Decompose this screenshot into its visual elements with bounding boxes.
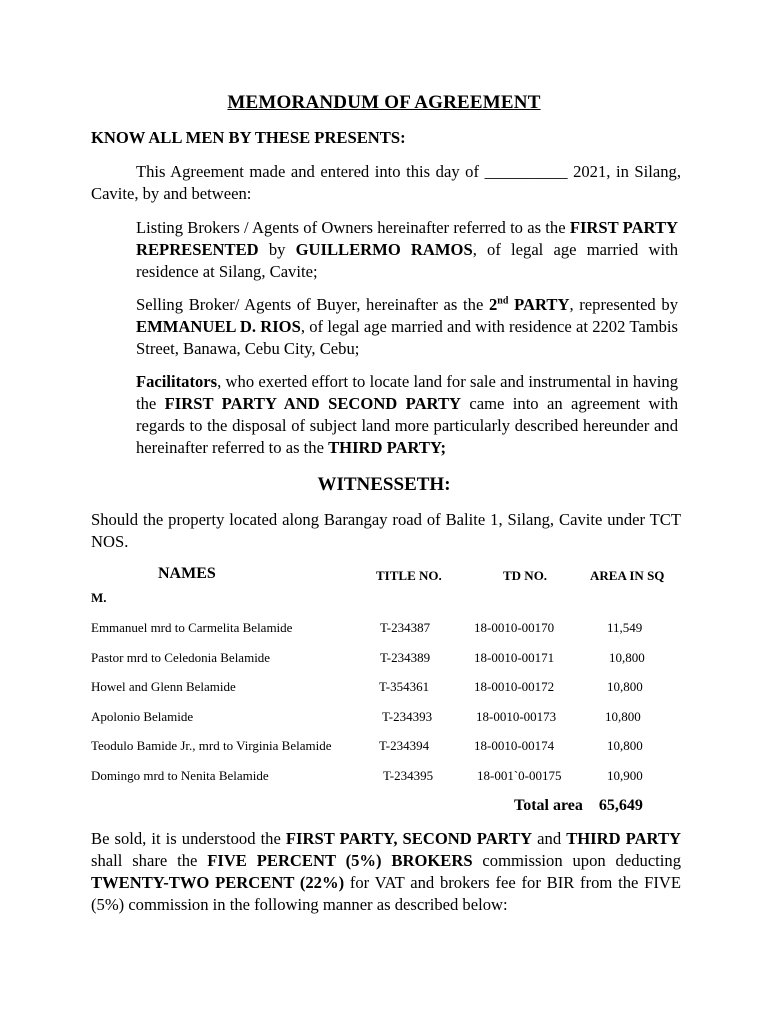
owner-name: Domingo mrd to Nenita Belamide [91,768,269,783]
td-number: 18-0010-00171 [474,650,555,665]
property-paragraph: Should the property located along Barangay road of Balite 1, Silang, Cavite under TCT NOS. [91,510,681,551]
commission-rate: FIVE PERCENT (5%) BROKERS [207,851,473,870]
area-value: 10,800 [609,650,645,665]
commission-text-1: Be sold, it is understood the [91,829,286,848]
commission-text-4: commission upon deducting [472,851,681,870]
area-value: 10,800 [607,679,643,694]
date-blank: __________ [484,162,568,181]
title-number: T-234389 [380,650,431,665]
second-party-text-3: , of legal age married and with residence at 2202 Tambis Street, Banawa, Cebu City, Cebu; [136,317,678,358]
document-title: MEMORANDUM OF AGREEMENT [227,92,541,113]
table-header-area: AREA IN SQ [590,568,665,583]
table-header-names: NAMES [158,565,216,582]
intro-text-2: 2021, in Silang, Cavite, by and between: [91,162,681,203]
table-row [0,709,768,727]
owner-name: Apolonio Belamide [91,709,194,724]
facilitators-bold-parties: FIRST PARTY AND SECOND PARTY [164,394,462,413]
intro-text-1: This Agreement made and entered into this day of [136,162,485,181]
first-party-text-1: Listing Brokers / Agents of Owners hereinafter referred to as the [136,218,570,237]
commission-parties-1: FIRST PARTY, SECOND PARTY [285,829,533,848]
total-area [514,797,643,815]
commission-text-2: and [532,829,567,848]
owner-name: Emmanuel mrd to Carmelita Belamide [91,620,293,635]
know-all-heading: KNOW ALL MEN BY THESE PRESENTS: [91,128,406,147]
vat-rate: TWENTY-TWO PERCENT (22%) [91,873,345,892]
second-party-bold: PARTY [508,295,570,314]
first-party-representative: GUILLERMO RAMOS [295,240,473,259]
second-party-ordinal-suffix: nd [497,295,509,307]
intro-paragraph [91,161,681,205]
td-number: 18-0010-00173 [476,709,557,724]
first-party-text-3: , of legal age married with residence at Silang, Cavite; [136,240,678,281]
first-party-bold-1: FIRST PARTY REPRESENTED [136,218,678,259]
commission-text-5: for VAT and brokers fee for BIR from the FIVE (5%) commission in the following manner as described below: [91,873,681,914]
second-party-text-2: , represented by [569,295,678,314]
td-number: 18-0010-00174 [474,738,555,753]
title-number: T-234393 [382,709,433,724]
owner-name: Teodulo Bamide Jr., mrd to Virginia Belamide [91,738,332,753]
total-area-label: Total area [514,797,583,814]
owner-name: Howel and Glenn Belamide [91,679,236,694]
third-party-label: THIRD PARTY; [328,438,446,457]
total-area-value: 65,649 [598,797,643,814]
witnesseth-heading: WITNESSETH: [317,474,451,495]
table-header-title-no: TITLE NO. [376,568,442,583]
commission-text-3: shall share the [91,851,208,870]
table-row [0,620,768,638]
area-value: 10,800 [605,709,641,724]
commission-paragraph [91,828,681,916]
facilitators-paragraph [136,371,678,459]
owner-name: Pastor mrd to Celedonia Belamide [91,650,271,665]
table-row [0,650,768,668]
first-party-paragraph [136,217,678,283]
commission-parties-2: THIRD PARTY [566,829,682,848]
table-row [0,679,768,697]
table-header-area-continued: M. [91,590,107,605]
title-number: T-234395 [383,768,434,783]
td-number: 18-001`0-00175 [477,768,562,783]
area-value: 11,549 [607,620,643,635]
title-number: T-234394 [379,738,430,753]
title-number: T-354361 [379,679,430,694]
second-party-representative: EMMANUEL D. RIOS [136,317,301,336]
second-party-text-1: Selling Broker/ Agents of Buyer, hereinafter as the [136,295,489,314]
area-value: 10,900 [607,768,643,783]
facilitators-text-1: , who exerted effort to locate land for sale and instrumental in having the [136,372,678,413]
table-row [0,768,768,786]
td-number: 18-0010-00172 [474,679,555,694]
td-number: 18-0010-00170 [474,620,555,635]
area-value: 10,800 [607,738,643,753]
title-number: T-234387 [380,620,431,635]
facilitators-label: Facilitators [136,372,218,391]
facilitators-text-2: came into an agreement with regards to the disposal of subject land more particularly described hereunder and hereinafter referred to as the [136,394,678,457]
second-party-ordinal: 2 [489,295,498,314]
second-party-paragraph [136,294,678,360]
table-header-td-no: TD NO. [503,568,548,583]
table-row [0,738,768,756]
first-party-text-2: by [258,240,296,259]
